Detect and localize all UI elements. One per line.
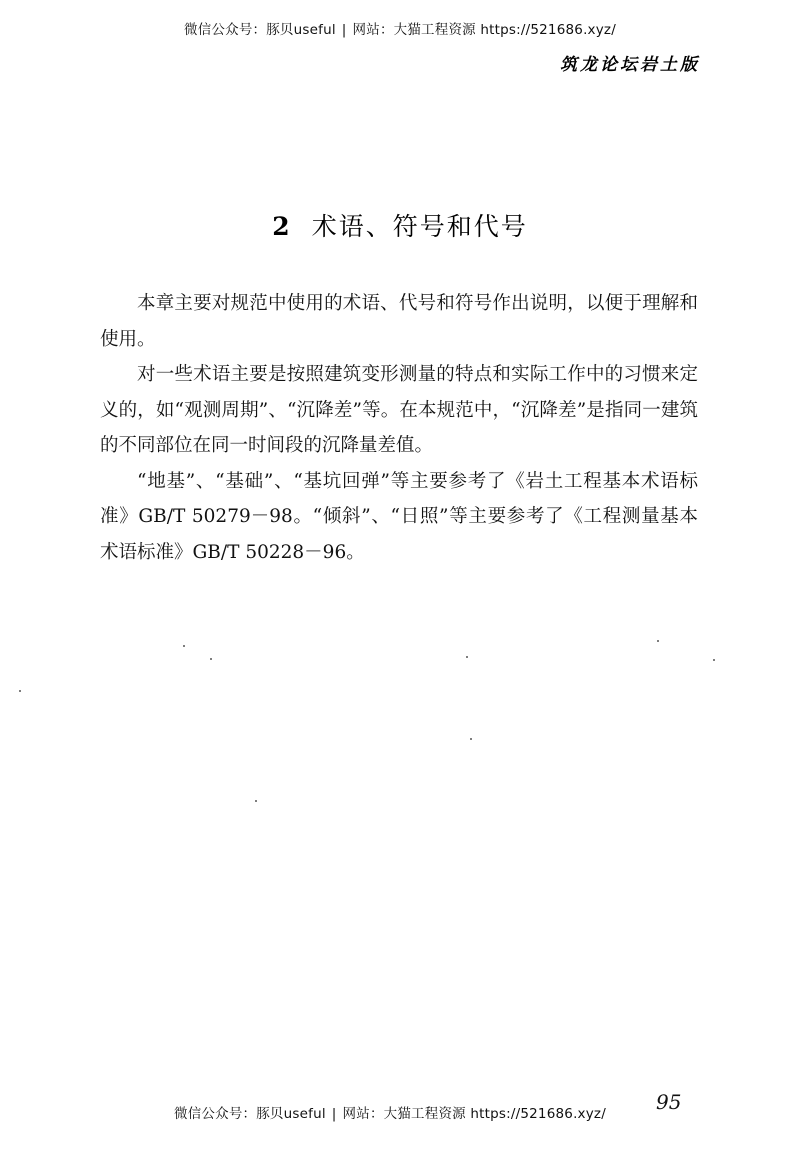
paragraph-references: “地基”、“基础”、“基坑回弹”等主要参考了《岩土工程基本术语标准》GB/T 50279－98。“倾斜”、“日照”等主要参考了《工程测量基本术语标准》GB/T 50228－96。 xyxy=(100,470,698,563)
scan-speck xyxy=(255,800,257,802)
scan-speck xyxy=(466,656,468,658)
watermark-separator: | xyxy=(341,22,347,38)
watermark-account: 微信公众号：豚贝useful xyxy=(174,1106,326,1122)
header-brand: 筑龙论坛岩土版 xyxy=(560,55,700,75)
chapter-body xyxy=(100,286,698,570)
chapter-number: 2 xyxy=(272,212,292,241)
chapter-title-text: 术语、符号和代号 xyxy=(311,212,528,241)
scan-speck xyxy=(470,738,472,740)
scan-speck xyxy=(713,659,715,661)
watermark-site: 网站：大猫工程资源 https://521686.xyz/ xyxy=(342,1106,606,1122)
scan-speck xyxy=(210,658,212,660)
chapter-title xyxy=(0,207,800,243)
watermark-top xyxy=(0,18,800,38)
watermark-separator: | xyxy=(331,1106,337,1122)
watermark-site: 网站：大猫工程资源 https://521686.xyz/ xyxy=(352,22,616,38)
page-number: 95 xyxy=(656,1090,682,1114)
watermark-account: 微信公众号：豚贝useful xyxy=(184,22,336,38)
paragraph-definitions: 对一些术语主要是按照建筑变形测量的特点和实际工作中的习惯来定义的，如“观测周期”、“沉降差”等。在本规范中，“沉降差”是指同一建筑的不同部位在同一时间段的沉降量差值。 xyxy=(100,364,698,456)
scan-speck xyxy=(657,640,659,642)
scan-speck xyxy=(19,690,21,692)
scan-speck xyxy=(183,645,185,647)
paragraph-intro: 本章主要对规范中使用的术语、代号和符号作出说明，以便于理解和使用。 xyxy=(100,293,698,350)
